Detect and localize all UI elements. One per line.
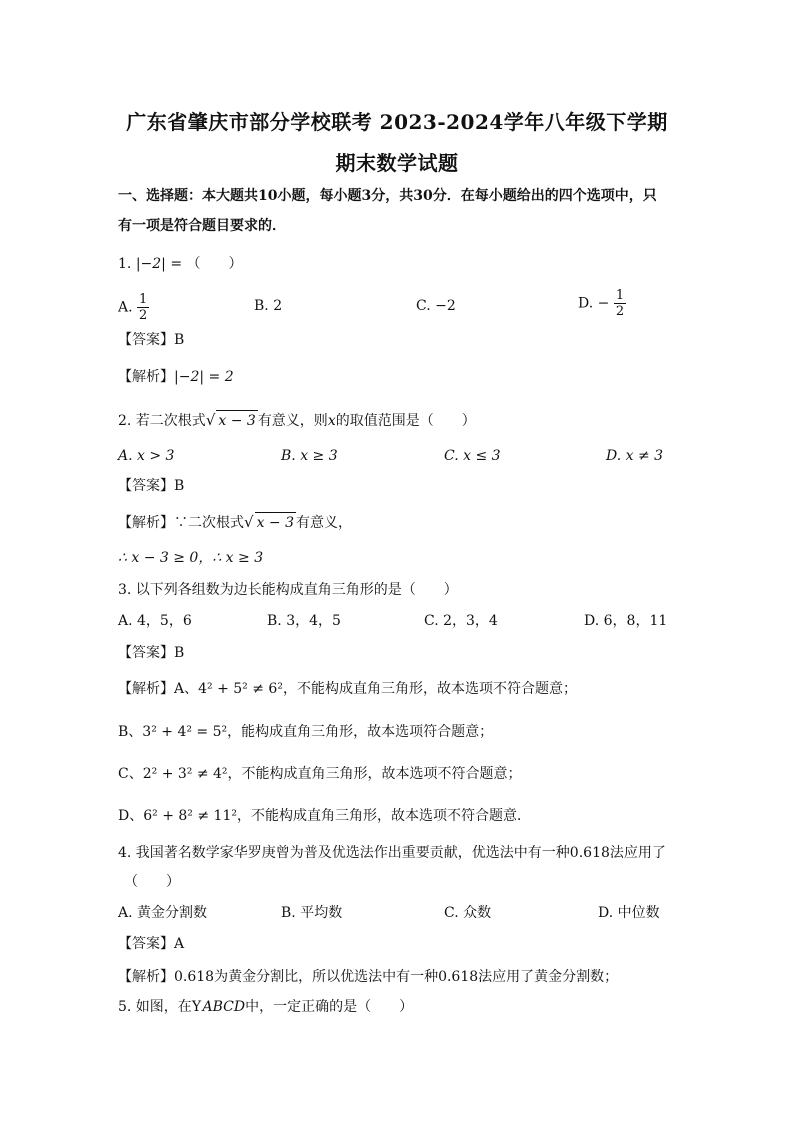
analysis-3-c — [118, 764, 522, 784]
radical-sign: √ — [205, 411, 216, 429]
option-d: D. 中位数 — [598, 905, 660, 921]
option-c: C. 众数 — [444, 905, 492, 921]
math-expression: |−2| = — [135, 256, 183, 272]
exam-title-line1: 广东省肇庆市部分学校联考 2023-2024学年八年级下学期 — [126, 110, 668, 134]
section-heading: 一、选择题：本大题共10小题，每小题3分，共30分．在每小题给出的四个选项中，只 — [118, 188, 657, 204]
option-a: A. 4，5，6 — [118, 613, 192, 629]
question-number: 1. — [118, 256, 132, 272]
stem-text: 的取值范围是（ ） — [335, 413, 476, 429]
radicand: x − 3 — [255, 512, 296, 533]
math-expression: |−2| = 2 — [174, 369, 234, 385]
math-expression: 3² + 4² = 5² — [142, 724, 228, 740]
analysis-3-d — [118, 806, 531, 826]
option-d: D. 6，8，11 — [584, 613, 668, 629]
analysis-2-cont: ∴ x − 3 ≥ 0，∴ x ≥ 3 — [118, 550, 264, 566]
exam-title-line2: 期末数学试题 — [335, 151, 459, 175]
question-1 — [118, 254, 243, 274]
answer-3: 【答案】B — [118, 645, 185, 661]
stem-text: 中，一定正确的是（ ） — [245, 999, 414, 1015]
option-c: C. x ≤ 3 — [444, 448, 501, 464]
answer-4: 【答案】A — [118, 936, 185, 952]
stem-text: 2. 若二次根式 — [118, 413, 206, 429]
option-a: A. 黄金分割数 — [118, 905, 208, 921]
analysis-4: 【解析】0.618为黄金分割比，所以优选法中有一种0.618法应用了黄金分割数； — [118, 969, 619, 985]
option-d: D. x ≠ 3 — [606, 448, 664, 464]
radical-sign: √ — [244, 513, 254, 531]
option-a — [118, 292, 149, 323]
option-b: B. 平均数 — [281, 905, 343, 921]
question-4-paren: （ ） — [124, 874, 180, 890]
option-b: B. 2 — [254, 298, 283, 314]
radicand: x − 3 — [216, 410, 257, 431]
analysis-label: 【解析】 — [118, 369, 174, 385]
analysis-1 — [118, 367, 234, 387]
answer-paren: （ ） — [186, 256, 243, 272]
parallelogram-symbol: Y — [191, 999, 202, 1015]
question-3: 3. 以下列各组数为边长能构成直角三角形的是（ ） — [118, 582, 458, 598]
variable: x — [327, 413, 336, 429]
fraction — [137, 292, 149, 323]
analysis-text: ，不能构成直角三角形，故本选项不符合题意； — [227, 766, 522, 782]
fraction — [614, 288, 626, 319]
analysis-text: 有意义， — [296, 515, 352, 531]
option-b: B. x ≥ 3 — [281, 448, 338, 464]
analysis-2 — [118, 512, 352, 533]
math-expression: 2² + 3² ≠ 4² — [142, 766, 228, 782]
numerator: 1 — [615, 288, 625, 303]
analysis-3-b — [118, 722, 493, 742]
analysis-3-a — [118, 679, 577, 699]
stem-text: 有意义，则 — [257, 413, 328, 429]
analysis-text: ，不能构成直角三角形，故本选项不符合题意； — [282, 681, 577, 697]
analysis-text: ，不能构成直角三角形，故本选项不符合题意． — [236, 808, 531, 824]
answer-1: 【答案】B — [118, 332, 185, 348]
numerator: 1 — [139, 292, 148, 307]
analysis-text: C、 — [118, 766, 143, 782]
question-2 — [118, 410, 476, 431]
shape-name: ABCD — [202, 999, 246, 1015]
question-5 — [118, 997, 413, 1017]
stem-text: 5. 如图，在 — [118, 999, 192, 1015]
analysis-text: 【解析】A、 — [118, 681, 199, 697]
option-label: D. − — [578, 295, 610, 312]
analysis-text: 【解析】∵二次根式 — [118, 515, 244, 531]
math-expression: 4² + 5² ≠ 6² — [198, 681, 283, 697]
option-label: A. — [118, 299, 133, 316]
section-heading-cont: 有一项是符合题目要求的． — [118, 218, 286, 234]
option-c: C. −2 — [416, 298, 456, 314]
option-b: B. 3，4，5 — [267, 613, 341, 629]
analysis-text: D、 — [118, 808, 144, 824]
option-a: A. x > 3 — [118, 448, 175, 464]
denominator: 2 — [615, 304, 625, 319]
denominator: 2 — [139, 308, 148, 323]
question-4: 4. 我国著名数学家华罗庚曾为普及优选法作出重要贡献，优选法中有一种0.618法应用了 — [118, 845, 666, 861]
answer-2: 【答案】B — [118, 478, 185, 494]
math-expression: 6² + 8² ≠ 11² — [143, 808, 237, 824]
analysis-text: ，能构成直角三角形，故本选项符合题意； — [227, 724, 494, 740]
option-c: C. 2，3，4 — [424, 613, 498, 629]
analysis-text: B、 — [118, 724, 143, 740]
option-d — [578, 288, 626, 319]
